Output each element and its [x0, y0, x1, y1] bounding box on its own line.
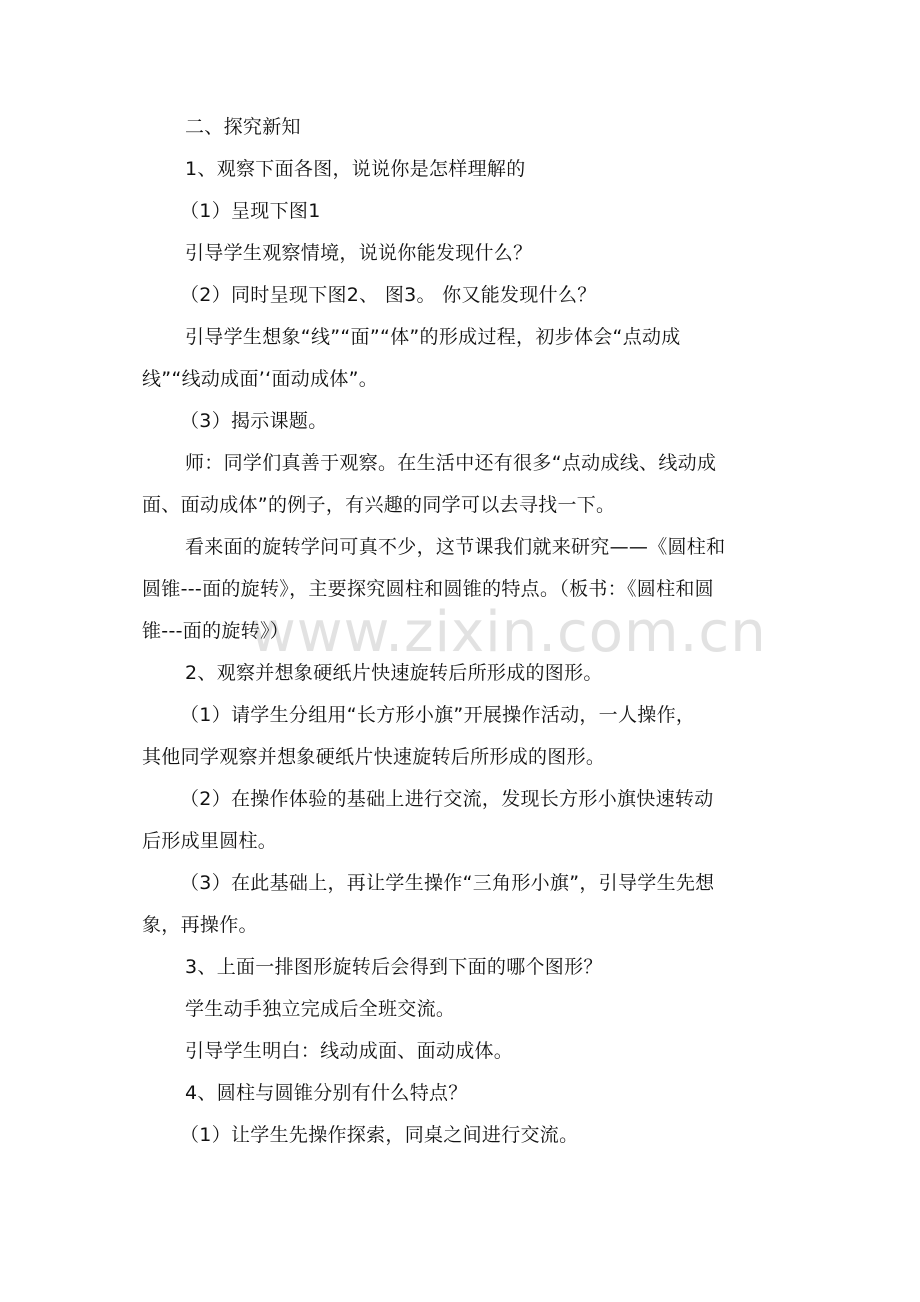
watermark: www.zixin.com.cn — [250, 600, 767, 665]
paragraph-line: 其他同学观察并想象硬纸片快速旋转后所形成的图形。 — [142, 746, 606, 768]
paragraph-line: （2）在操作体验的基础上进行交流，发现长方形小旗快速转动 — [180, 788, 714, 810]
paragraph-line: 锥---面的旋转》） — [142, 620, 290, 642]
paragraph-line: 线”“线动成面’‘面动成体”。 — [142, 368, 379, 390]
paragraph-line: 引导学生明白：线动成面、面动成体。 — [185, 1040, 514, 1062]
paragraph-line: 引导学生想象“线”“面”“体”的形成过程，初步体会“点动成 — [185, 326, 681, 348]
paragraph-line: 2、观察并想象硬纸片快速旋转后所形成的图形。 — [185, 662, 603, 684]
paragraph-line: 引导学生观察情境，说说你能发现什么？ — [185, 242, 533, 264]
paragraph-line: 1、观察下面各图，说说你是怎样理解的 — [185, 158, 526, 180]
paragraph-line: （1）呈现下图1 — [180, 200, 321, 222]
paragraph-line: （1）让学生先操作探索，同桌之间进行交流。 — [180, 1124, 579, 1146]
paragraph-line: 面、面动成体”的例子，有兴趣的同学可以去寻找一下。 — [142, 494, 616, 516]
paragraph-line: 圆锥---面的旋转》，主要探究圆柱和圆锥的特点。（板书：《圆柱和圆 — [142, 578, 714, 600]
paragraph-line: 象，再操作。 — [142, 914, 258, 936]
paragraph-line: 后形成里圆柱。 — [142, 830, 278, 852]
paragraph-line: 看来面的旋转学问可真不少，这节课我们就来研究——《圆柱和 — [185, 536, 726, 558]
paragraph-line: 4、圆柱与圆锥分别有什么特点？ — [185, 1082, 468, 1104]
paragraph-line: （3）在此基础上，再让学生操作“三角形小旗”，引导学生先想 — [180, 872, 715, 894]
paragraph-line: （1）请学生分组用“长方形小旗”开展操作活动，一人操作， — [180, 704, 696, 726]
paragraph-line: 师：同学们真善于观察。在生活中还有很多“点动成线、线动成 — [185, 452, 717, 474]
paragraph-line: 3、上面一排图形旋转后会得到下面的哪个图形？ — [185, 956, 603, 978]
section-heading: 二、探究新知 — [185, 116, 301, 138]
paragraph-line: （3）揭示课题。 — [180, 410, 328, 432]
paragraph-line: （2）同时呈现下图2、 图3。 你又能发现什么？ — [180, 284, 597, 306]
paragraph-line: 学生动手独立完成后全班交流。 — [185, 998, 456, 1020]
